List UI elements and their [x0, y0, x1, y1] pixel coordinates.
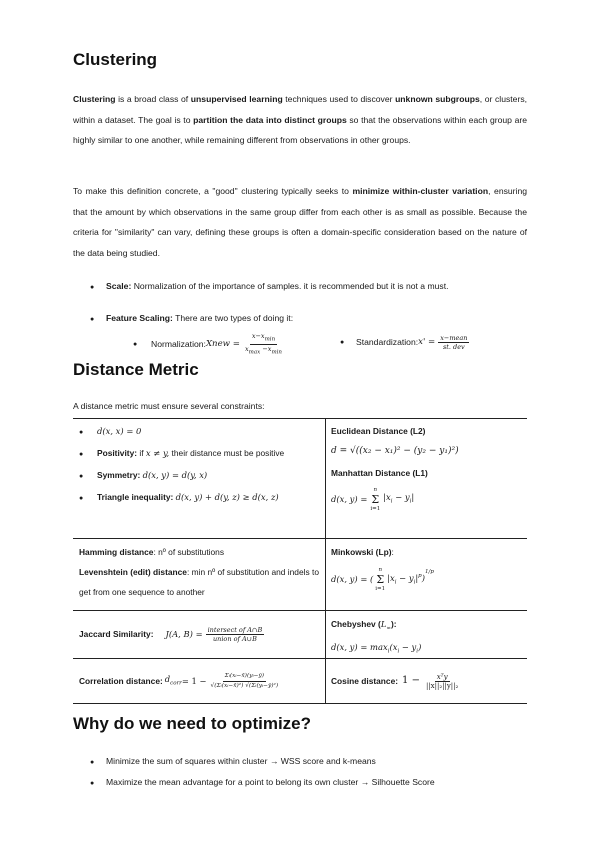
optimize-item-1: ●Minimize the sum of squares within cluster → WSS score and k-means — [90, 754, 376, 770]
cell-euclidean-manhattan: Euclidean Distance (L2) d = √((x₂ − x₁)² − (y₂ − y₁)²) Manhattan Distance (L1) d(x, y) = n Σ i=1 $|x_i - y_i|$ — [331, 426, 459, 512]
bullet-scale: ●Scale: Normalization of the importance of samples. it is recommended but it is not a must. — [90, 279, 448, 295]
page-title: Clustering — [73, 50, 158, 69]
cell-chebyshev: Chebyshev $(L_\infty)$: d(x, $y) = \max_i(x_i - y_i)$ — [331, 619, 422, 655]
normalization-formula: ● Normalization: Xnew = $\frac{x-x_{min}}{x_{max} -x_{min}}$ — [133, 332, 284, 356]
bullet-icon — [90, 279, 106, 295]
bullet-icon — [133, 336, 149, 352]
cell-jaccard: Jaccard Similarity: J(A, B) = $\frac{\text{intersect of A∩B}}{\text{union of A∪B}}$ — [79, 625, 263, 643]
bullet-icon — [90, 311, 106, 327]
intro-paragraph-2: To make this definition concrete, a "good" clustering typically seeks to minimize within-cluster variation, ensuring that the amount by which observations in the same group differ from each other is as small as possible. Because the criteria for "similarity" can vary, defining these groups is often a domain-specific consideration based on the nature of the data being studied. — [73, 186, 528, 258]
bullet-icon — [340, 334, 356, 350]
bullet-feature-scaling: ●Feature Scaling: There are two types of doing it: — [90, 311, 293, 327]
bullet-icon — [90, 775, 106, 791]
section-title-optimize: Why do we need to optimize? — [73, 714, 311, 733]
cell-minkowski: Minkowski (Lp): d(x, y) = ( n Σ i=1 $|x_i - y_i|^p)^{1/p}$ — [331, 547, 434, 592]
section-title-distance-metric: Distance Metric — [73, 360, 199, 379]
optimize-item-2: ●Maximize the mean advantage for a point to belong its own cluster → Silhouette Score — [90, 775, 435, 791]
cell-hamming-levenshtein: Hamming distance: nº of substitutions Levenshtein (edit) distance: min nº of substitution and indels to get from one sequence to another — [79, 547, 319, 597]
intro-paragraph-1: Clustering is a broad class of unsupervised learning techniques used to discover unknown subgroups, or clusters, within a dataset. The goal is to partition the data into distinct groups so that the observations within each group are highly similar to one another, while remaining different from observations in other groups. — [73, 94, 527, 145]
distance-table — [73, 418, 527, 704]
distance-lead: A distance metric must ensure several constraints: — [73, 401, 265, 411]
cell-metric-constraints: ●d(x, x) = 0 ●Positivity: if x ≠ y, their distance must be positive ●Symmetry: d(x, y) = d(y, x) ●Triangle inequality: d(x, y) + d(y, z) ≥ d(x, z) — [79, 421, 319, 509]
bullet-icon — [90, 754, 106, 770]
standardization-formula: ● Standardization: x' = $\frac{\text{x−mean}}{\text{st. dev}}$ — [340, 332, 469, 352]
cell-correlation: Correlation distance: $d_{corr}$ = 1 − $\frac{\text{Σᵢ(xᵢ−x̄)(yᵢ−ȳ)}}{\text{√(Σᵢ(xᵢ−x̄)²) √(Σᵢ(yᵢ−ȳ)²)}}$ — [79, 672, 279, 689]
cell-cosine: Cosine distance: 1 − $\frac{\text{xᵀy}}{\text{||x||₂||y||₂}}$ — [331, 672, 459, 690]
